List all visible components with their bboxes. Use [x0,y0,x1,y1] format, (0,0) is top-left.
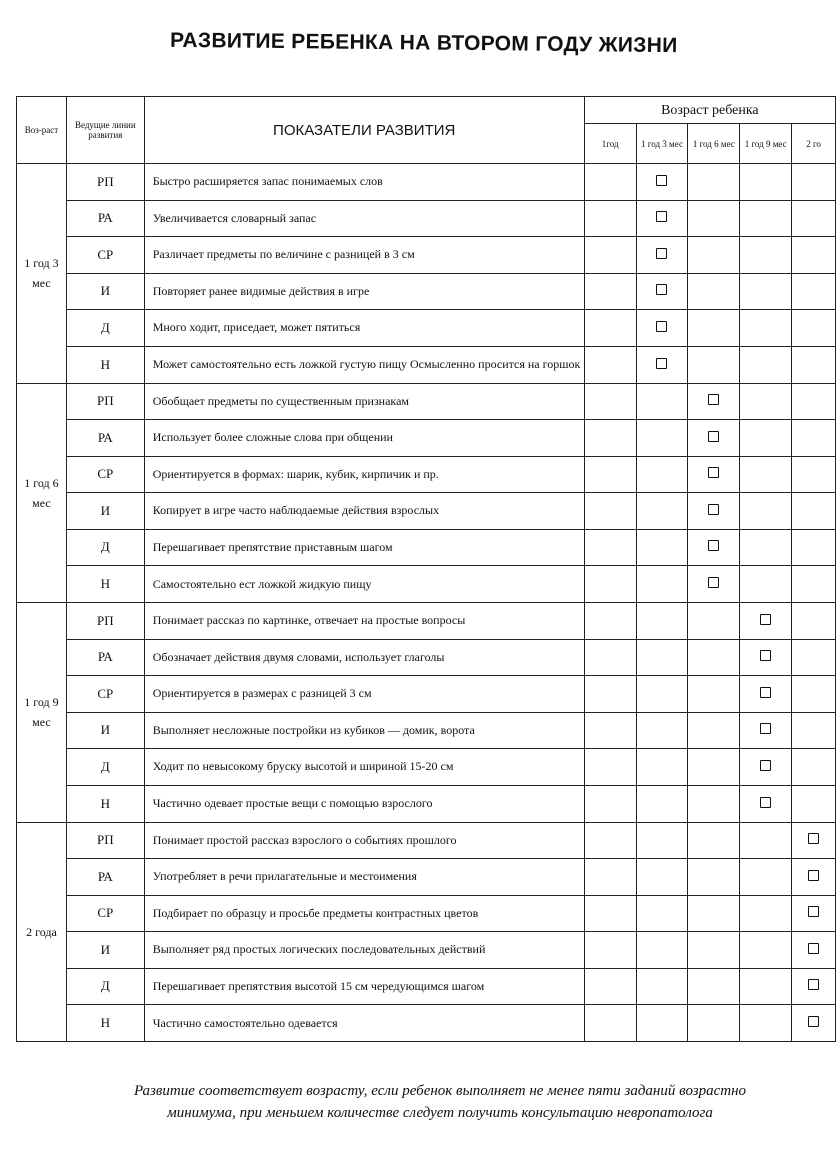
age-mark-cell [792,456,836,493]
age-mark-cell [636,639,688,676]
age-mark-cell [584,310,636,347]
age-mark-cell [792,639,836,676]
age-mark-cell [584,932,636,969]
age-mark-cell [688,200,740,237]
age-mark-cell [792,712,836,749]
line-cell: И [66,712,144,749]
age-mark-cell [636,237,688,274]
checkbox-icon[interactable] [760,687,771,698]
checkbox-icon[interactable] [808,870,819,881]
age-mark-cell [636,712,688,749]
age-mark-cell [740,895,792,932]
line-cell: Д [66,310,144,347]
indicator-cell: Перешагивает препятствия высотой 15 см чередующимся шагом [144,968,584,1005]
indicator-cell: Различает предметы по величине с разницей в 3 см [144,237,584,274]
age-mark-cell [584,639,636,676]
age-mark-cell [792,493,836,530]
line-cell: Н [66,785,144,822]
age-mark-cell [740,566,792,603]
age-mark-cell [636,493,688,530]
age-mark-cell [740,237,792,274]
indicator-cell: Ходит по невысокому бруску высотой и шириной 15-20 см [144,749,584,786]
table-row [17,383,836,420]
table-row [17,785,836,822]
age-mark-cell [584,859,636,896]
age-mark-cell [792,932,836,969]
table-row [17,237,836,274]
checkbox-icon[interactable] [656,321,667,332]
table-row [17,712,836,749]
indicator-cell: Повторяет ранее видимые действия в игре [144,273,584,310]
line-cell: СР [66,895,144,932]
indicator-cell: Много ходит, приседает, может пятиться [144,310,584,347]
age-mark-cell [740,493,792,530]
header-age-column: 1год [584,124,636,164]
age-mark-cell [584,749,636,786]
age-mark-cell [584,712,636,749]
age-cell: 1 год 3 мес [17,164,67,384]
line-cell: РП [66,164,144,201]
age-mark-cell [740,200,792,237]
age-mark-cell [792,383,836,420]
age-mark-cell [688,712,740,749]
checkbox-icon[interactable] [656,211,667,222]
age-mark-cell [584,164,636,201]
age-mark-cell [688,859,740,896]
age-mark-cell [740,310,792,347]
age-mark-cell [688,639,740,676]
age-mark-cell [792,749,836,786]
line-cell: СР [66,237,144,274]
age-mark-cell [636,1005,688,1042]
age-mark-cell [636,310,688,347]
age-mark-cell [636,383,688,420]
header-lines: Ведущие линии развития [66,97,144,164]
checkbox-icon[interactable] [808,943,819,954]
indicator-cell: Понимает простой рассказ взрослого о событиях прошлого [144,822,584,859]
age-mark-cell [584,895,636,932]
age-mark-cell [636,895,688,932]
age-mark-cell [636,676,688,713]
header-indicators: ПОКАЗАТЕЛИ РАЗВИТИЯ [144,97,584,164]
age-mark-cell [792,200,836,237]
indicator-cell: Частично самостоятельно одевается [144,1005,584,1042]
table-row [17,346,836,383]
age-mark-cell [792,164,836,201]
age-mark-cell [688,785,740,822]
indicator-cell: Быстро расширяется запас понимаемых слов [144,164,584,201]
age-mark-cell [636,529,688,566]
age-mark-cell [636,346,688,383]
checkbox-icon[interactable] [760,797,771,808]
age-mark-cell [740,785,792,822]
age-mark-cell [636,603,688,640]
table-row [17,932,836,969]
checkbox-icon[interactable] [808,906,819,917]
line-cell: Д [66,529,144,566]
table-row [17,895,836,932]
age-mark-cell [740,968,792,1005]
development-table-container [16,96,836,1041]
indicator-cell: Копирует в игре часто наблюдаемые действия взрослых [144,493,584,530]
footnote-line: Развитие соответствует возрасту, если ребенок выполняет не менее пяти заданий возрастно [133,1083,747,1099]
age-mark-cell [584,968,636,1005]
line-cell: СР [66,456,144,493]
line-cell: И [66,273,144,310]
age-mark-cell [740,1005,792,1042]
age-mark-cell [688,383,740,420]
age-mark-cell [740,529,792,566]
age-mark-cell [584,346,636,383]
checkbox-icon[interactable] [656,358,667,369]
age-mark-cell [740,822,792,859]
table-row [17,200,836,237]
checkbox-icon[interactable] [760,614,771,625]
line-cell: РП [66,603,144,640]
footnote [50,1080,830,1124]
age-mark-cell [584,200,636,237]
age-mark-cell [792,273,836,310]
line-cell: И [66,932,144,969]
age-cell: 1 год 9 мес [17,603,67,823]
age-mark-cell [584,676,636,713]
age-mark-cell [688,603,740,640]
indicator-cell: Частично одевает простые вещи с помощью взрослого [144,785,584,822]
age-mark-cell [740,859,792,896]
line-cell: РА [66,420,144,457]
age-mark-cell [636,749,688,786]
age-mark-cell [792,968,836,1005]
line-cell: Н [66,566,144,603]
age-mark-cell [740,420,792,457]
age-mark-cell [584,1005,636,1042]
age-mark-cell [636,932,688,969]
line-cell: Н [66,346,144,383]
table-row [17,603,836,640]
checkbox-icon[interactable] [808,979,819,990]
line-cell: РП [66,383,144,420]
checkbox-icon[interactable] [656,284,667,295]
age-mark-cell [584,822,636,859]
footnote-line: минимума, при меньшем количестве следует получить консультацию невропатолога [167,1105,713,1121]
table-row [17,749,836,786]
table-row [17,639,836,676]
age-mark-cell [584,420,636,457]
age-mark-cell [688,895,740,932]
indicator-cell: Самостоятельно ест ложкой жидкую пищу [144,566,584,603]
age-cell: 1 год 6 мес [17,383,67,603]
age-mark-cell [688,456,740,493]
age-mark-cell [584,273,636,310]
header-age-column: 1 год 3 мес [636,124,688,164]
checkbox-icon[interactable] [708,577,719,588]
page-title: РАЗВИТИЕ РЕБЕНКА НА ВТОРОМ ГОДУ ЖИЗНИ [169,28,678,58]
age-mark-cell [792,822,836,859]
age-mark-cell [688,346,740,383]
age-mark-cell [792,346,836,383]
indicator-cell: Обобщает предметы по существенным признакам [144,383,584,420]
age-mark-cell [688,968,740,1005]
age-mark-cell [584,456,636,493]
table-row [17,859,836,896]
age-mark-cell [636,566,688,603]
age-mark-cell [792,420,836,457]
age-mark-cell [792,859,836,896]
table-row [17,1005,836,1042]
checkbox-icon[interactable] [708,504,719,515]
age-mark-cell [740,639,792,676]
age-mark-cell [792,785,836,822]
indicator-cell: Обозначает действия двумя словами, использует глаголы [144,639,584,676]
age-mark-cell [792,895,836,932]
line-cell: Н [66,1005,144,1042]
age-mark-cell [636,822,688,859]
indicator-cell: Ориентируется в формах: шарик, кубик, кирпичик и пр. [144,456,584,493]
checkbox-icon[interactable] [808,1016,819,1027]
checkbox-icon[interactable] [656,175,667,186]
age-mark-cell [792,1005,836,1042]
line-cell: СР [66,676,144,713]
age-mark-cell [636,273,688,310]
indicator-cell: Ориентируется в размерах с разницей 3 см [144,676,584,713]
age-mark-cell [688,310,740,347]
checkbox-icon[interactable] [760,760,771,771]
age-mark-cell [792,676,836,713]
age-mark-cell [792,566,836,603]
table-body [17,164,836,1042]
checkbox-icon[interactable] [808,833,819,844]
age-mark-cell [688,529,740,566]
age-mark-cell [636,420,688,457]
checkbox-icon[interactable] [760,723,771,734]
age-mark-cell [584,566,636,603]
line-cell: Д [66,749,144,786]
age-mark-cell [740,346,792,383]
age-mark-cell [688,493,740,530]
indicator-cell: Понимает рассказ по картинке, отвечает на простые вопросы [144,603,584,640]
age-mark-cell [740,164,792,201]
age-mark-cell [688,164,740,201]
age-mark-cell [584,785,636,822]
line-cell: Д [66,968,144,1005]
age-mark-cell [636,785,688,822]
table-row [17,493,836,530]
checkbox-icon[interactable] [708,540,719,551]
development-table [16,96,836,1042]
line-cell: РА [66,859,144,896]
age-mark-cell [688,932,740,969]
age-mark-cell [740,676,792,713]
indicator-cell: Использует более сложные слова при общении [144,420,584,457]
header-age-group: Возраст ребенка [584,97,835,124]
age-mark-cell [740,456,792,493]
header-age-column: 1 год 6 мес [688,124,740,164]
age-mark-cell [688,273,740,310]
indicator-cell: Увеличивается словарный запас [144,200,584,237]
age-mark-cell [740,383,792,420]
header-age-column: 2 го [792,124,836,164]
indicator-cell: Употребляет в речи прилагательные и местоимения [144,859,584,896]
checkbox-icon[interactable] [708,467,719,478]
age-mark-cell [740,749,792,786]
age-mark-cell [792,529,836,566]
age-mark-cell [584,237,636,274]
age-mark-cell [636,164,688,201]
table-row [17,273,836,310]
age-mark-cell [636,859,688,896]
table-row [17,529,836,566]
age-mark-cell [792,603,836,640]
age-mark-cell [584,493,636,530]
table-row [17,676,836,713]
age-mark-cell [636,456,688,493]
line-cell: РА [66,200,144,237]
indicator-cell: Подбирает по образцу и просьбе предметы контрастных цветов [144,895,584,932]
header-age-column: 1 год 9 мес [740,124,792,164]
indicator-cell: Перешагивает препятствие приставным шагом [144,529,584,566]
age-mark-cell [688,749,740,786]
age-mark-cell [584,603,636,640]
age-mark-cell [636,968,688,1005]
indicator-cell: Выполняет ряд простых логических последовательных действий [144,932,584,969]
age-mark-cell [584,383,636,420]
table-row [17,968,836,1005]
age-mark-cell [792,237,836,274]
age-mark-cell [740,712,792,749]
age-mark-cell [688,566,740,603]
age-mark-cell [688,1005,740,1042]
age-cell: 2 года [17,822,67,1042]
header-age: Воз-раст [17,97,67,164]
checkbox-icon[interactable] [708,394,719,405]
age-mark-cell [688,420,740,457]
age-mark-cell [584,529,636,566]
age-mark-cell [740,932,792,969]
age-mark-cell [740,603,792,640]
indicator-cell: Может самостоятельно есть ложкой густую пищу Осмысленно просится на горшок [144,346,584,383]
checkbox-icon[interactable] [708,431,719,442]
checkbox-icon[interactable] [656,248,667,259]
age-mark-cell [688,237,740,274]
table-row [17,456,836,493]
age-mark-cell [792,310,836,347]
table-row [17,310,836,347]
age-mark-cell [740,273,792,310]
age-mark-cell [636,200,688,237]
age-mark-cell [688,676,740,713]
age-mark-cell [688,822,740,859]
line-cell: РА [66,639,144,676]
checkbox-icon[interactable] [760,650,771,661]
table-row [17,164,836,201]
table-row [17,822,836,859]
indicator-cell: Выполняет несложные постройки из кубиков — домик, ворота [144,712,584,749]
line-cell: РП [66,822,144,859]
table-row [17,420,836,457]
line-cell: И [66,493,144,530]
table-row [17,566,836,603]
